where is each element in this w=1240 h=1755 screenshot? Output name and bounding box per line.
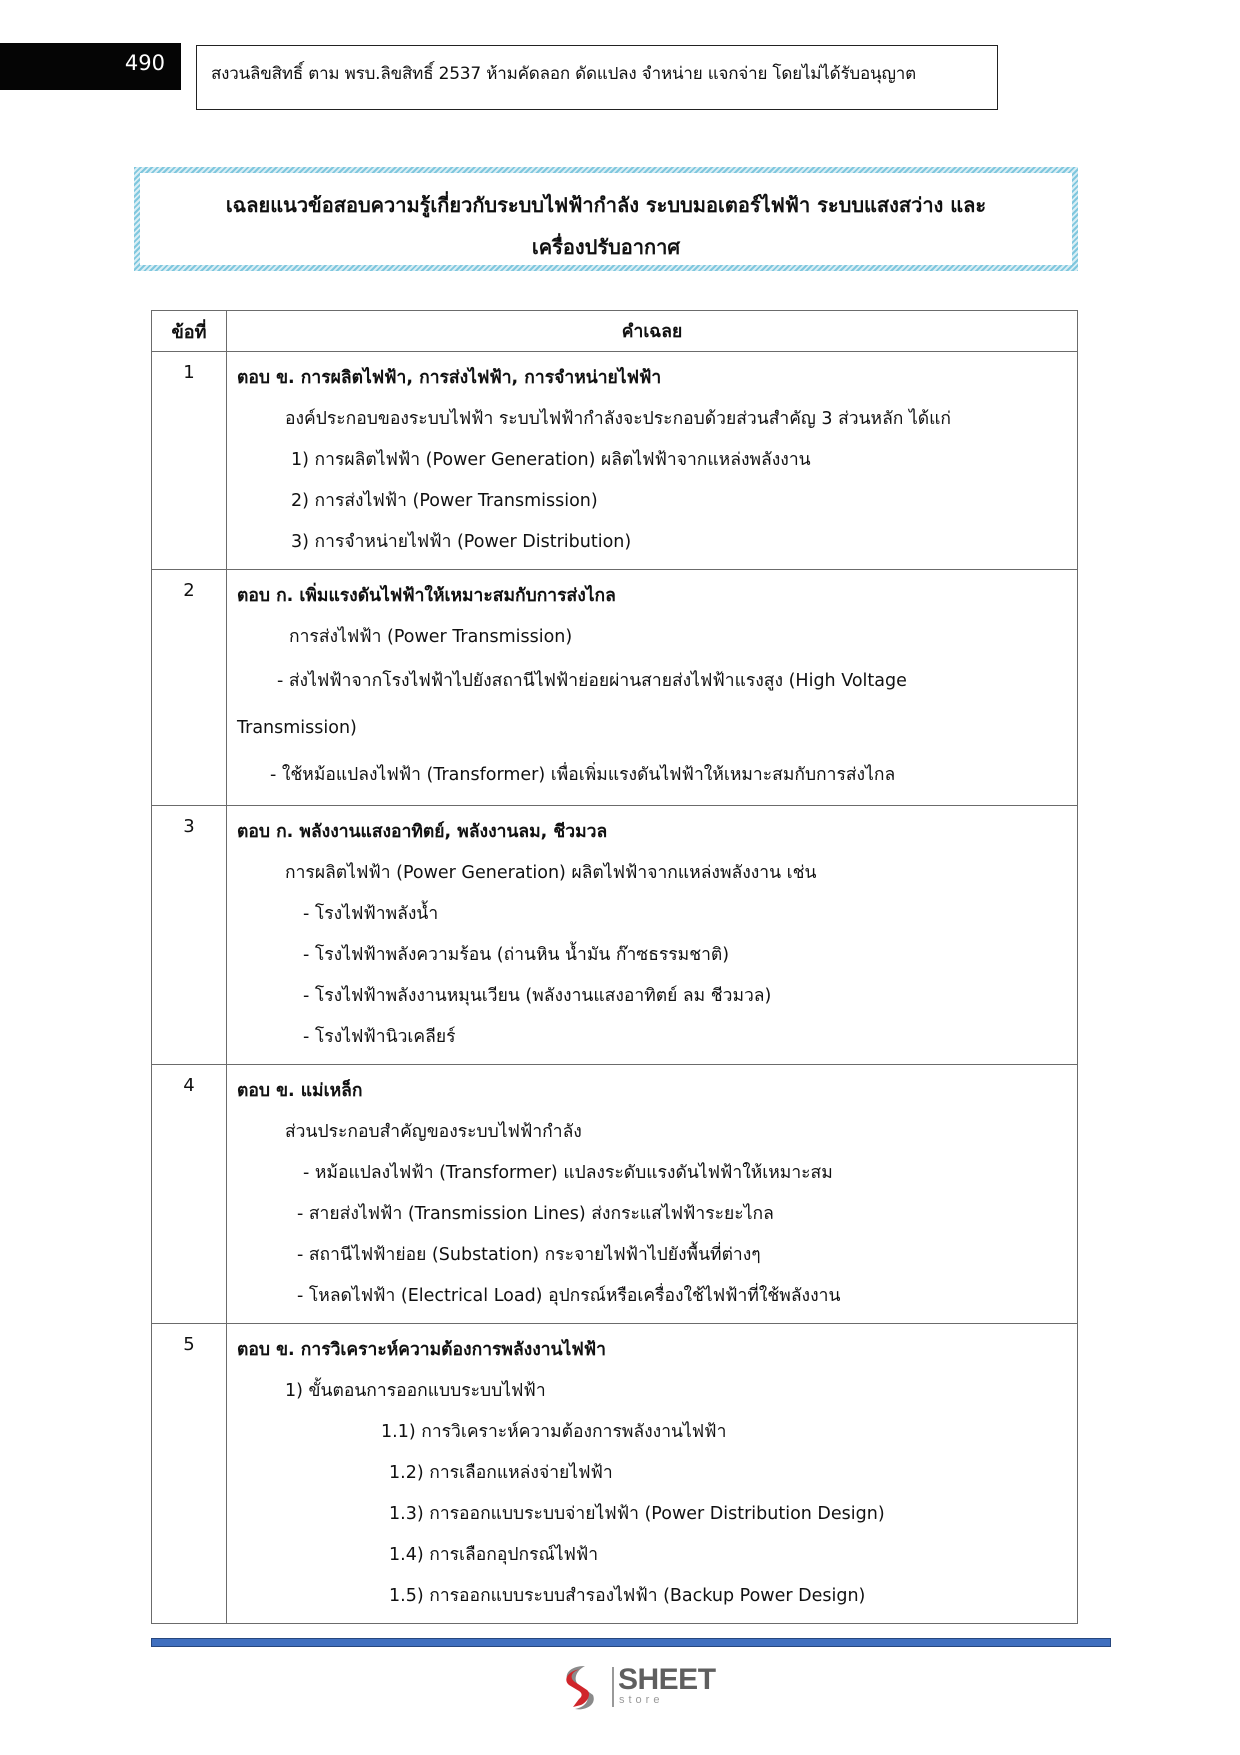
answer-choice: ตอบ ข. การวิเคราะห์ความต้องการพลังงานไฟฟ้า: [237, 1340, 606, 1360]
explanation-line: 1.1) การวิเคราะห์ความต้องการพลังงานไฟฟ้า: [381, 1422, 727, 1442]
explanation-line: - โรงไฟฟ้าพลังความร้อน (ถ่านหิน น้ำมัน ก๊าซธรรมชาติ): [303, 945, 730, 965]
question-number: 3: [183, 816, 195, 837]
explanation-line: - โรงไฟฟ้านิวเคลียร์: [303, 1027, 456, 1047]
sheet-store-logo-icon: [555, 1663, 605, 1713]
explanation-line: 1.4) การเลือกอุปกรณ์ไฟฟ้า: [389, 1545, 599, 1565]
copyright-notice: สงวนลิขสิทธิ์ ตาม พรบ.ลิขสิทธิ์ 2537 ห้ามคัดลอก ดัดแปลง จำหน่าย แจกจ่าย โดยไม่ได้รับอนุญาต: [211, 64, 916, 84]
table-row: [152, 570, 1078, 806]
explanation-line: 3) การจำหน่ายไฟฟ้า (Power Distribution): [291, 532, 632, 552]
explanation-line: 1.2) การเลือกแหล่งจ่ายไฟฟ้า: [389, 1463, 613, 1483]
logo-subtext: store: [619, 1694, 664, 1706]
explanation-line: - โรงไฟฟ้าพลังงานหมุนเวียน (พลังงานแสงอาทิตย์ ลม ชีวมวล): [303, 986, 772, 1006]
explanation-line: การส่งไฟฟ้า (Power Transmission): [289, 627, 573, 647]
page-number: 490: [124, 51, 165, 75]
explanation-line: Transmission): [237, 718, 357, 738]
section-title-frame: [134, 167, 1078, 271]
explanation-line: การผลิตไฟฟ้า (Power Generation) ผลิตไฟฟ้าจากแหล่งพลังงาน เช่น: [285, 863, 817, 883]
explanation-line: องค์ประกอบของระบบไฟฟ้า ระบบไฟฟ้ากำลังจะประกอบด้วยส่วนสำคัญ 3 ส่วนหลัก ได้แก่: [285, 409, 952, 429]
page-number-badge: [0, 43, 181, 90]
logo-text: SHEET: [618, 1663, 716, 1696]
footer-bar: [151, 1638, 1111, 1647]
header-answer: คำเฉลย: [227, 311, 1078, 352]
section-title-line-1: เฉลยแนวข้อสอบความรู้เกี่ยวกับระบบไฟฟ้ากำลัง ระบบมอเตอร์ไฟฟ้า ระบบแสงสว่าง และ: [225, 193, 987, 217]
answer-choice: ตอบ ข. แม่เหล็ก: [237, 1081, 363, 1101]
explanation-line: 1) ขั้นตอนการออกแบบระบบไฟฟ้า: [285, 1381, 546, 1401]
explanation-line: - โรงไฟฟ้าพลังน้ำ: [303, 904, 439, 924]
table-row: [152, 1065, 1078, 1324]
question-number: 5: [183, 1334, 195, 1355]
explanation-line: - ส่งไฟฟ้าจากโรงไฟฟ้าไปยังสถานีไฟฟ้าย่อยผ่านสายส่งไฟฟ้าแรงสูง (High Voltage: [277, 671, 907, 691]
table-row: [152, 806, 1078, 1065]
copyright-notice-box: [196, 45, 998, 110]
explanation-line: 1) การผลิตไฟฟ้า (Power Generation) ผลิตไฟฟ้าจากแหล่งพลังงาน: [291, 450, 811, 470]
explanation-line: - สถานีไฟฟ้าย่อย (Substation) กระจายไฟฟ้าไปยังพื้นที่ต่างๆ: [297, 1245, 761, 1265]
question-number: 1: [183, 362, 195, 383]
logo-divider: [612, 1667, 614, 1707]
explanation-line: - โหลดไฟฟ้า (Electrical Load) อุปกรณ์หรือเครื่องใช้ไฟฟ้าที่ใช้พลังงาน: [297, 1286, 841, 1306]
explanation-line: 1.5) การออกแบบระบบสำรองไฟฟ้า (Backup Power Design): [389, 1586, 866, 1606]
question-number: 2: [183, 580, 195, 601]
section-title-line-2: เครื่องปรับอากาศ: [531, 235, 681, 259]
header-number: ข้อที่: [152, 311, 227, 352]
sheet-store-logo: [555, 1663, 735, 1713]
answer-choice: ตอบ ก. พลังงานแสงอาทิตย์, พลังงานลม, ชีวมวล: [237, 822, 608, 842]
answer-choice: ตอบ ข. การผลิตไฟฟ้า, การส่งไฟฟ้า, การจำหน่ายไฟฟ้า: [237, 368, 662, 388]
table-header-row: [152, 311, 1078, 352]
explanation-line: - สายส่งไฟฟ้า (Transmission Lines) ส่งกระแสไฟฟ้าระยะไกล: [297, 1204, 774, 1224]
explanation-line: - หม้อแปลงไฟฟ้า (Transformer) แปลงระดับแรงดันไฟฟ้าให้เหมาะสม: [303, 1163, 833, 1183]
explanation-line: ส่วนประกอบสำคัญของระบบไฟฟ้ากำลัง: [285, 1122, 582, 1142]
answer-choice: ตอบ ก. เพิ่มแรงดันไฟฟ้าให้เหมาะสมกับการส่งไกล: [237, 586, 616, 606]
table-row: [152, 352, 1078, 570]
table-row: [152, 1324, 1078, 1624]
question-number: 4: [183, 1075, 195, 1096]
explanation-line: - ใช้หม้อแปลงไฟฟ้า (Transformer) เพื่อเพิ่มแรงดันไฟฟ้าให้เหมาะสมกับการส่งไกล: [270, 765, 896, 785]
explanation-line: 2) การส่งไฟฟ้า (Power Transmission): [291, 491, 598, 511]
answer-table: [151, 310, 1078, 1624]
explanation-line: 1.3) การออกแบบระบบจ่ายไฟฟ้า (Power Distribution Design): [389, 1504, 885, 1524]
